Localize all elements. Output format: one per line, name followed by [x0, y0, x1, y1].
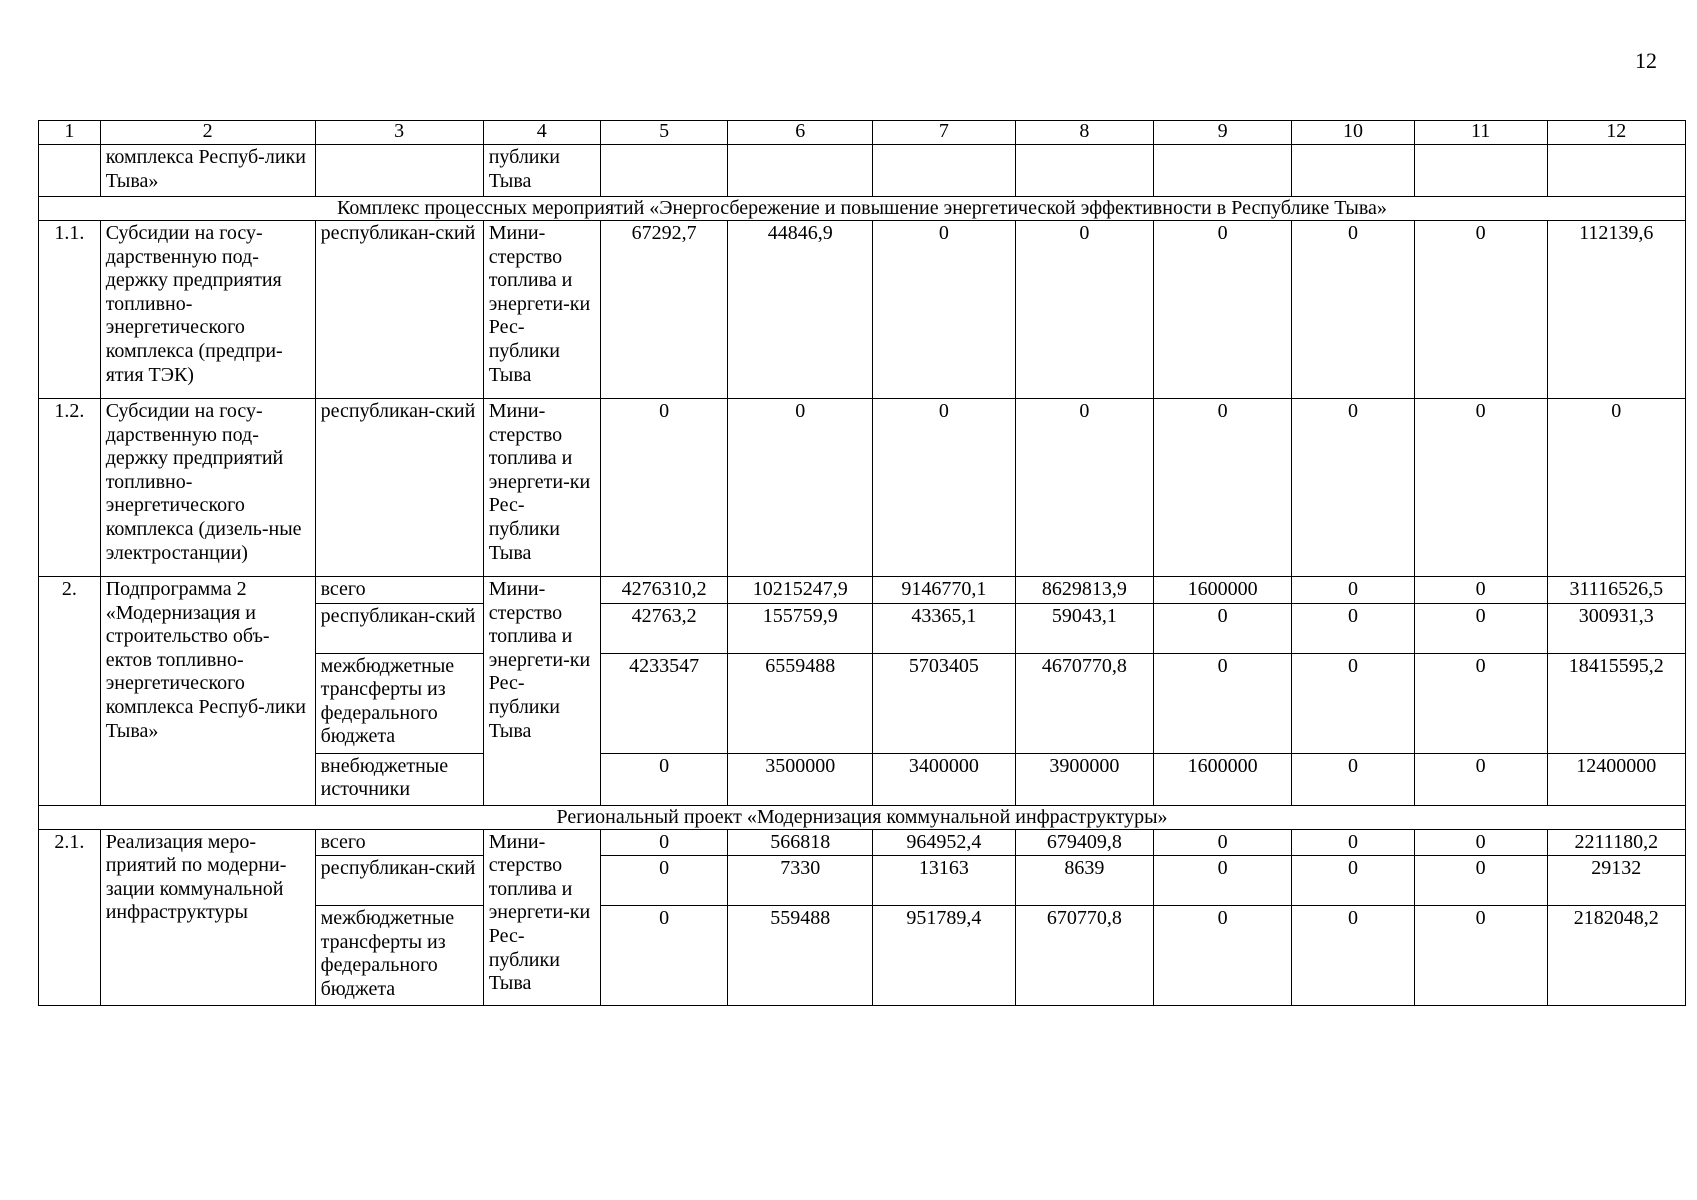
value-cell: 8639 [1015, 856, 1153, 906]
value-cell: 0 [1414, 906, 1547, 1006]
value-cell: 0 [1292, 577, 1414, 604]
header-cell: 8 [1015, 121, 1153, 145]
cell [728, 145, 873, 197]
value-cell: 42763,2 [600, 603, 728, 653]
value-cell: 13163 [873, 856, 1016, 906]
value-cell: 0 [1414, 829, 1547, 856]
value-cell: 7330 [728, 856, 873, 906]
header-cell: 5 [600, 121, 728, 145]
activity-name: Реализация меро-приятий по модерни-зации коммунальной инфраструктуры [100, 829, 315, 1006]
value-cell: 5703405 [873, 653, 1016, 753]
budget-table [38, 120, 1686, 1006]
activity-name: Субсидии на госу-дарственную под-держку предприятия топливно-энергетического комплекса (предпри-ятия ТЭК) [100, 221, 315, 399]
value-cell: 0 [1153, 221, 1291, 399]
header-row [39, 121, 1686, 145]
value-cell: 300931,3 [1547, 603, 1685, 653]
value-cell: 951789,4 [873, 906, 1016, 1006]
value-cell: 1600000 [1153, 577, 1291, 604]
value-cell: 3400000 [873, 753, 1016, 805]
value-cell: 2182048,2 [1547, 906, 1685, 1006]
value-cell: 0 [1292, 856, 1414, 906]
funding-source: всего [315, 577, 483, 604]
cell [600, 145, 728, 197]
section-row [39, 805, 1686, 829]
value-cell: 0 [873, 399, 1016, 577]
funding-source: межбюджетные трансферты из федерального бюджета [315, 906, 483, 1006]
value-cell: 0 [1292, 829, 1414, 856]
value-cell: 0 [600, 906, 728, 1006]
value-cell: 0 [600, 829, 728, 856]
funding-source: межбюджетные трансферты из федерального бюджета [315, 653, 483, 753]
value-cell: 0 [873, 221, 1016, 399]
continuation-row [39, 145, 1686, 197]
row-number: 2.1. [39, 829, 101, 1006]
row-number: 1.1. [39, 221, 101, 399]
value-cell: 12400000 [1547, 753, 1685, 805]
executor: Мини-стерство топлива и энергети-ки Рес-публики Тыва [483, 221, 600, 399]
value-cell: 29132 [1547, 856, 1685, 906]
table-row [39, 221, 1686, 399]
executor: Мини-стерство топлива и энергети-ки Рес-публики Тыва [483, 399, 600, 577]
value-cell: 59043,1 [1015, 603, 1153, 653]
value-cell: 0 [1414, 856, 1547, 906]
row-number: 1.2. [39, 399, 101, 577]
value-cell: 2211180,2 [1547, 829, 1685, 856]
value-cell: 0 [1153, 653, 1291, 753]
value-cell: 670770,8 [1015, 906, 1153, 1006]
value-cell: 0 [600, 856, 728, 906]
value-cell: 0 [1015, 221, 1153, 399]
value-cell: 0 [600, 399, 728, 577]
funding-source: республикан-ский [315, 221, 483, 399]
header-cell: 9 [1153, 121, 1291, 145]
value-cell: 0 [1414, 577, 1547, 604]
value-cell: 155759,9 [728, 603, 873, 653]
header-cell: 7 [873, 121, 1016, 145]
funding-source: республикан-ский [315, 399, 483, 577]
value-cell: 0 [1292, 221, 1414, 399]
header-cell: 4 [483, 121, 600, 145]
source-cell [315, 145, 483, 197]
cell [1547, 145, 1685, 197]
header-cell: 3 [315, 121, 483, 145]
value-cell: 0 [1414, 221, 1547, 399]
header-cell: 12 [1547, 121, 1685, 145]
value-cell: 0 [1153, 906, 1291, 1006]
value-cell: 0 [600, 753, 728, 805]
value-cell: 1600000 [1153, 753, 1291, 805]
value-cell: 0 [1292, 399, 1414, 577]
value-cell: 0 [1015, 399, 1153, 577]
value-cell: 0 [1153, 829, 1291, 856]
header-cell: 1 [39, 121, 101, 145]
value-cell: 4233547 [600, 653, 728, 753]
header-cell: 10 [1292, 121, 1414, 145]
activity-name: Подпрограмма 2 «Модернизация и строительство объ-ектов топливно-энергетического комплекса Респуб-лики Тыва» [100, 577, 315, 806]
cell [1015, 145, 1153, 197]
table-row [39, 399, 1686, 577]
value-cell: 559488 [728, 906, 873, 1006]
funding-source: республикан-ский [315, 856, 483, 906]
cell [1414, 145, 1547, 197]
value-cell: 566818 [728, 829, 873, 856]
value-cell: 67292,7 [600, 221, 728, 399]
section-row [39, 197, 1686, 221]
value-cell: 8629813,9 [1015, 577, 1153, 604]
value-cell: 9146770,1 [873, 577, 1016, 604]
row-number: 2. [39, 577, 101, 806]
funding-source: внебюджетные источники [315, 753, 483, 805]
cell [1153, 145, 1291, 197]
value-cell: 0 [1414, 753, 1547, 805]
cell [39, 145, 101, 197]
value-cell: 0 [1153, 399, 1291, 577]
executor: Мини-стерство топлива и энергети-ки Рес-публики Тыва [483, 577, 600, 806]
value-cell: 3500000 [728, 753, 873, 805]
value-cell: 0 [1292, 603, 1414, 653]
table-row [39, 829, 1686, 856]
cell [1292, 145, 1414, 197]
value-cell: 31116526,5 [1547, 577, 1685, 604]
value-cell: 44846,9 [728, 221, 873, 399]
value-cell: 0 [1547, 399, 1685, 577]
value-cell: 0 [1153, 856, 1291, 906]
value-cell: 0 [1414, 653, 1547, 753]
value-cell: 0 [1292, 653, 1414, 753]
header-cell: 2 [100, 121, 315, 145]
value-cell: 6559488 [728, 653, 873, 753]
value-cell: 3900000 [1015, 753, 1153, 805]
section-title: Региональный проект «Модернизация коммунальной инфраструктуры» [39, 805, 1686, 829]
value-cell: 4276310,2 [600, 577, 728, 604]
value-cell: 18415595,2 [1547, 653, 1685, 753]
value-cell: 0 [1414, 603, 1547, 653]
value-cell: 43365,1 [873, 603, 1016, 653]
value-cell: 0 [1292, 753, 1414, 805]
header-cell: 6 [728, 121, 873, 145]
cell [873, 145, 1016, 197]
executor: Мини-стерство топлива и энергети-ки Рес-публики Тыва [483, 829, 600, 1006]
value-cell: 964952,4 [873, 829, 1016, 856]
section-title: Комплекс процессных мероприятий «Энергосбережение и повышение энергетической эффективности в Республике Тыва» [39, 197, 1686, 221]
value-cell: 0 [1414, 399, 1547, 577]
value-cell: 0 [1292, 906, 1414, 1006]
executor-cell: публики Тыва [483, 145, 600, 197]
activity-name: Субсидии на госу-дарственную под-держку предприятий топливно-энергетического комплекса (дизель-ные электростанции) [100, 399, 315, 577]
value-cell: 10215247,9 [728, 577, 873, 604]
funding-source: всего [315, 829, 483, 856]
value-cell: 4670770,8 [1015, 653, 1153, 753]
value-cell: 112139,6 [1547, 221, 1685, 399]
value-cell: 0 [1153, 603, 1291, 653]
funding-source: республикан-ский [315, 603, 483, 653]
value-cell: 679409,8 [1015, 829, 1153, 856]
program-name-cell: комплекса Респуб-лики Тыва» [100, 145, 315, 197]
table-row [39, 577, 1686, 604]
value-cell: 0 [728, 399, 873, 577]
header-cell: 11 [1414, 121, 1547, 145]
page-number: 12 [1635, 48, 1657, 73]
